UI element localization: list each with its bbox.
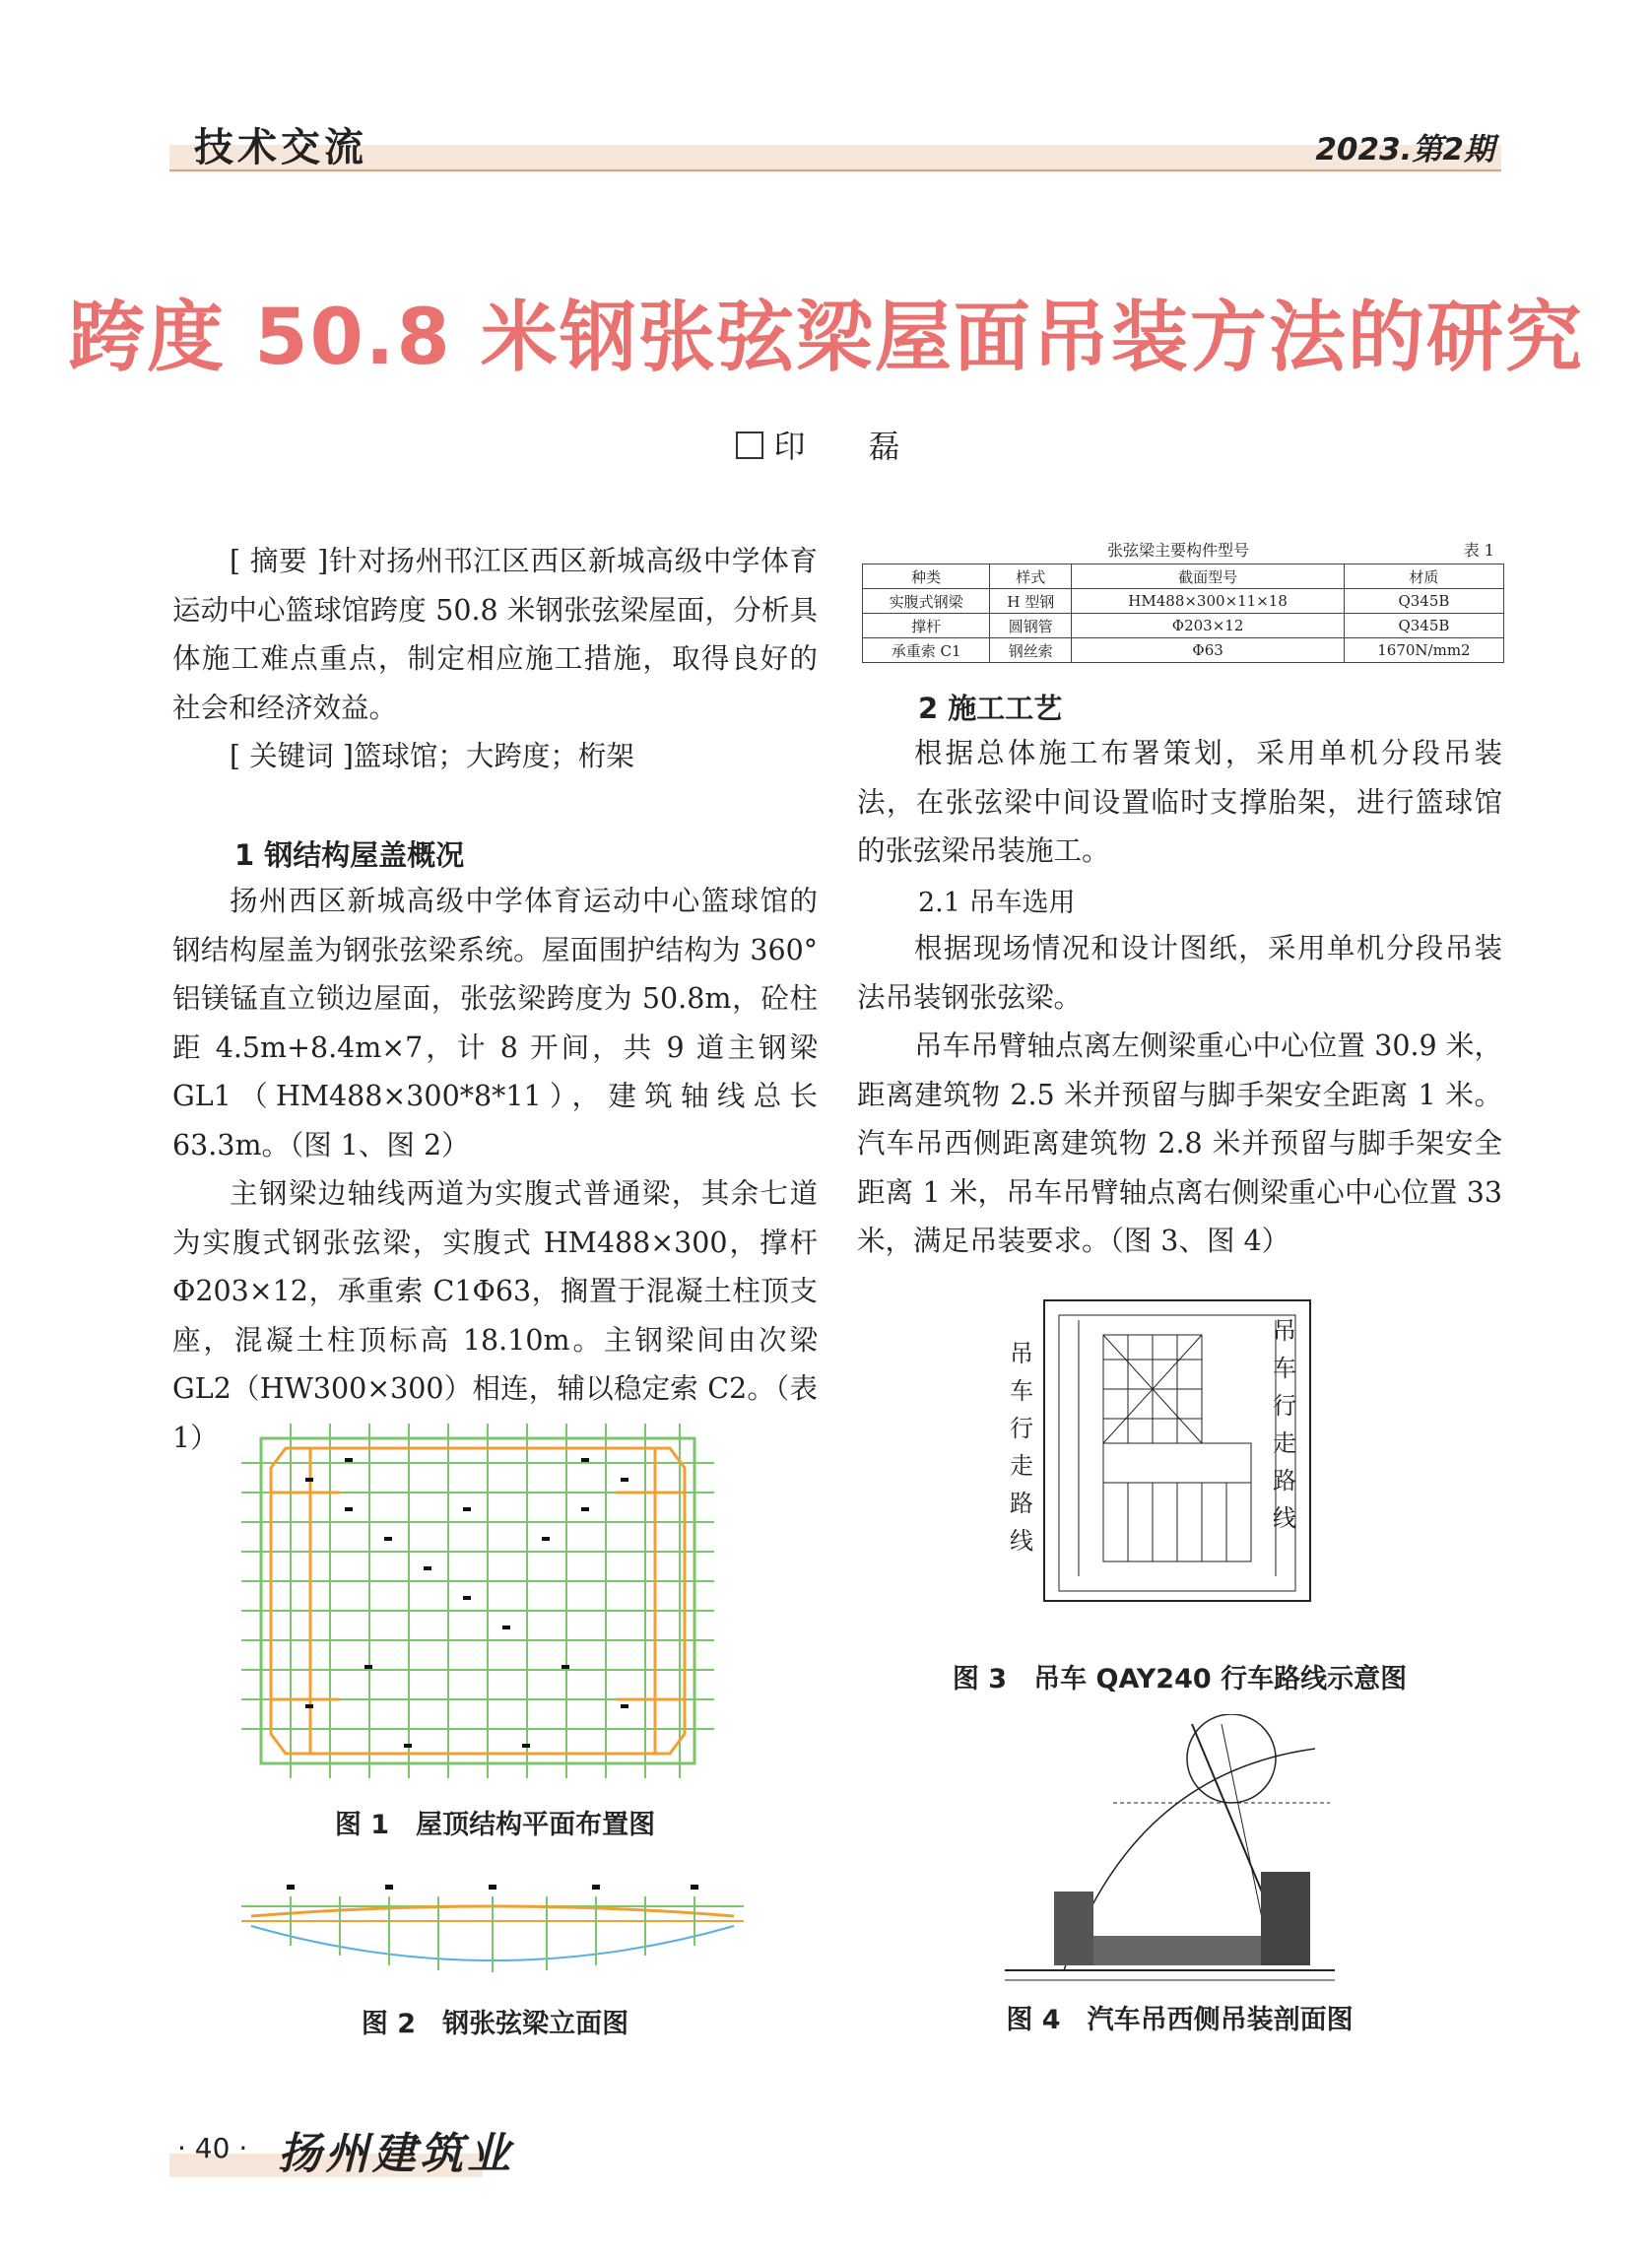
truss-grid — [1079, 1320, 1276, 1576]
figure1-roof-plan — [222, 1419, 754, 1783]
section1-paragraph1: 扬州西区新城高级中学体育运动中心篮球馆的钢结构屋盖为钢张弦梁系统。屋面围护结构为 360° 铝镁锰直立锁边屋面，张弦梁跨度为 50.8m，砼柱距 4.5m+8.4m×7，计 8 开间，共 9 道主钢梁 GL1（HM488×300*8*11），建筑轴线总长 63.3m。（图 1、图 2） — [172, 885, 818, 1162]
section-label: 技术交流 — [194, 125, 367, 170]
table-cell: Q345B — [1344, 614, 1503, 638]
section1-paragraph2: 主钢梁边轴线两道为实腹式普通梁，其余七道为实腹式钢张弦梁，实腹式 HM488×300，撑杆 Φ203×12，承重索 C1Φ63，搁置于混凝土柱顶支座，混凝土柱顶标高 18.10m。主钢梁间由次梁 GL2（HW300×300）相连，辅以稳定索 C2。（表 1） — [172, 1177, 818, 1454]
keywords — [172, 732, 818, 781]
figure1-caption: 图 1 屋顶结构平面布置图 — [334, 1810, 656, 1840]
table-row — [863, 614, 1504, 638]
figure3-left-route-label: 吊车行走路线 — [1010, 1340, 1033, 1555]
section2-paragraph2: 根据现场情况和设计图纸，采用单机分段吊装法吊装钢张弦梁。 — [857, 932, 1502, 1014]
table-cell: 圆钢管 — [990, 614, 1072, 638]
figure4-caption: 图 4 汽车吊西侧吊装剖面图 — [1006, 2005, 1354, 2035]
table1-tag: 表 1 — [1463, 541, 1494, 560]
magazine-logo: 扬州建筑业 — [278, 2129, 514, 2179]
abstract-label: [ 摘要 ] — [230, 545, 329, 577]
article-title: 跨度 50.8 米钢张弦梁屋面吊装方法的研究 — [68, 294, 1584, 382]
table1 — [862, 564, 1504, 663]
table-header-row — [863, 564, 1504, 589]
issue-label: 2023.第2期 — [1315, 132, 1494, 167]
section2-1-heading: 2.1 吊车选用 — [918, 888, 1076, 918]
keywords-text: 篮球馆；大跨度；桁架 — [353, 740, 634, 772]
section2-paragraph3: 吊车吊臂轴点离左侧梁重心中心位置 30.9 米，距离建筑物 2.5 米并预留与脚手架安全距离 1 米。汽车吊西侧距离建筑物 2.8 米并预留与脚手架安全距离 1 米，吊车吊臂轴点离右侧梁重心中心位置 33 米，满足吊装要求。（图 3、图 4） — [857, 1029, 1502, 1257]
table-cell: 1670N/mm2 — [1344, 638, 1503, 663]
table-row — [863, 638, 1504, 663]
author-line — [0, 422, 1652, 467]
section1-heading: 1 钢结构屋盖概况 — [234, 838, 465, 872]
square-icon — [736, 431, 763, 459]
table-header-cell: 种类 — [863, 564, 990, 589]
abstract-text: 针对扬州邗江区西区新城高级中学体育运动中心篮球馆跨度 50.8 米钢张弦梁屋面，分析具体施工难点重点，制定相应施工措施，取得良好的社会和经济效益。 — [172, 545, 818, 724]
table-cell: HM488×300×11×18 — [1072, 589, 1345, 614]
section2-heading: 2 施工工艺 — [918, 692, 1063, 725]
table-row — [863, 589, 1504, 614]
table-cell: 钢丝索 — [990, 638, 1072, 663]
figure3-right-route-label: 吊车行走路线 — [1273, 1317, 1296, 1532]
struts — [291, 1896, 694, 1972]
table-cell: Φ63 — [1072, 638, 1345, 663]
header-band — [169, 145, 1501, 172]
figure4-crane-section — [995, 1714, 1340, 1995]
table-header-cell: 样式 — [990, 564, 1072, 589]
keywords-label: [ 关键词 ] — [230, 740, 354, 772]
header-rule — [169, 169, 1501, 171]
abstract — [172, 537, 818, 732]
page-number: · 40 · — [177, 2132, 248, 2164]
author-name: 印 磊 — [773, 428, 916, 465]
table-cell: Φ203×12 — [1072, 614, 1345, 638]
table1-caption: 张弦梁主要构件型号 — [1106, 541, 1249, 560]
table-cell: 撑杆 — [863, 614, 990, 638]
node-markers — [305, 1458, 628, 1748]
grid-lines — [241, 1424, 714, 1778]
table-cell: H 型钢 — [990, 589, 1072, 614]
section2-paragraph1: 根据总体施工布署策划，采用单机分段吊装法，在张弦梁中间设置临时支撑胎架，进行篮球馆的张弦梁吊装施工。 — [857, 737, 1502, 867]
table-cell: 实腹式钢梁 — [863, 589, 990, 614]
table-header-cell: 截面型号 — [1072, 564, 1345, 589]
figure3-caption: 图 3 吊车 QAY240 行车路线示意图 — [952, 1664, 1408, 1694]
figure2-elevation — [231, 1877, 754, 1985]
table-cell: Q345B — [1344, 589, 1503, 614]
table-cell: 承重索 C1 — [863, 638, 990, 663]
table-header-cell: 材质 — [1344, 564, 1503, 589]
figure2-caption: 图 2 钢张弦梁立面图 — [361, 2009, 629, 2039]
